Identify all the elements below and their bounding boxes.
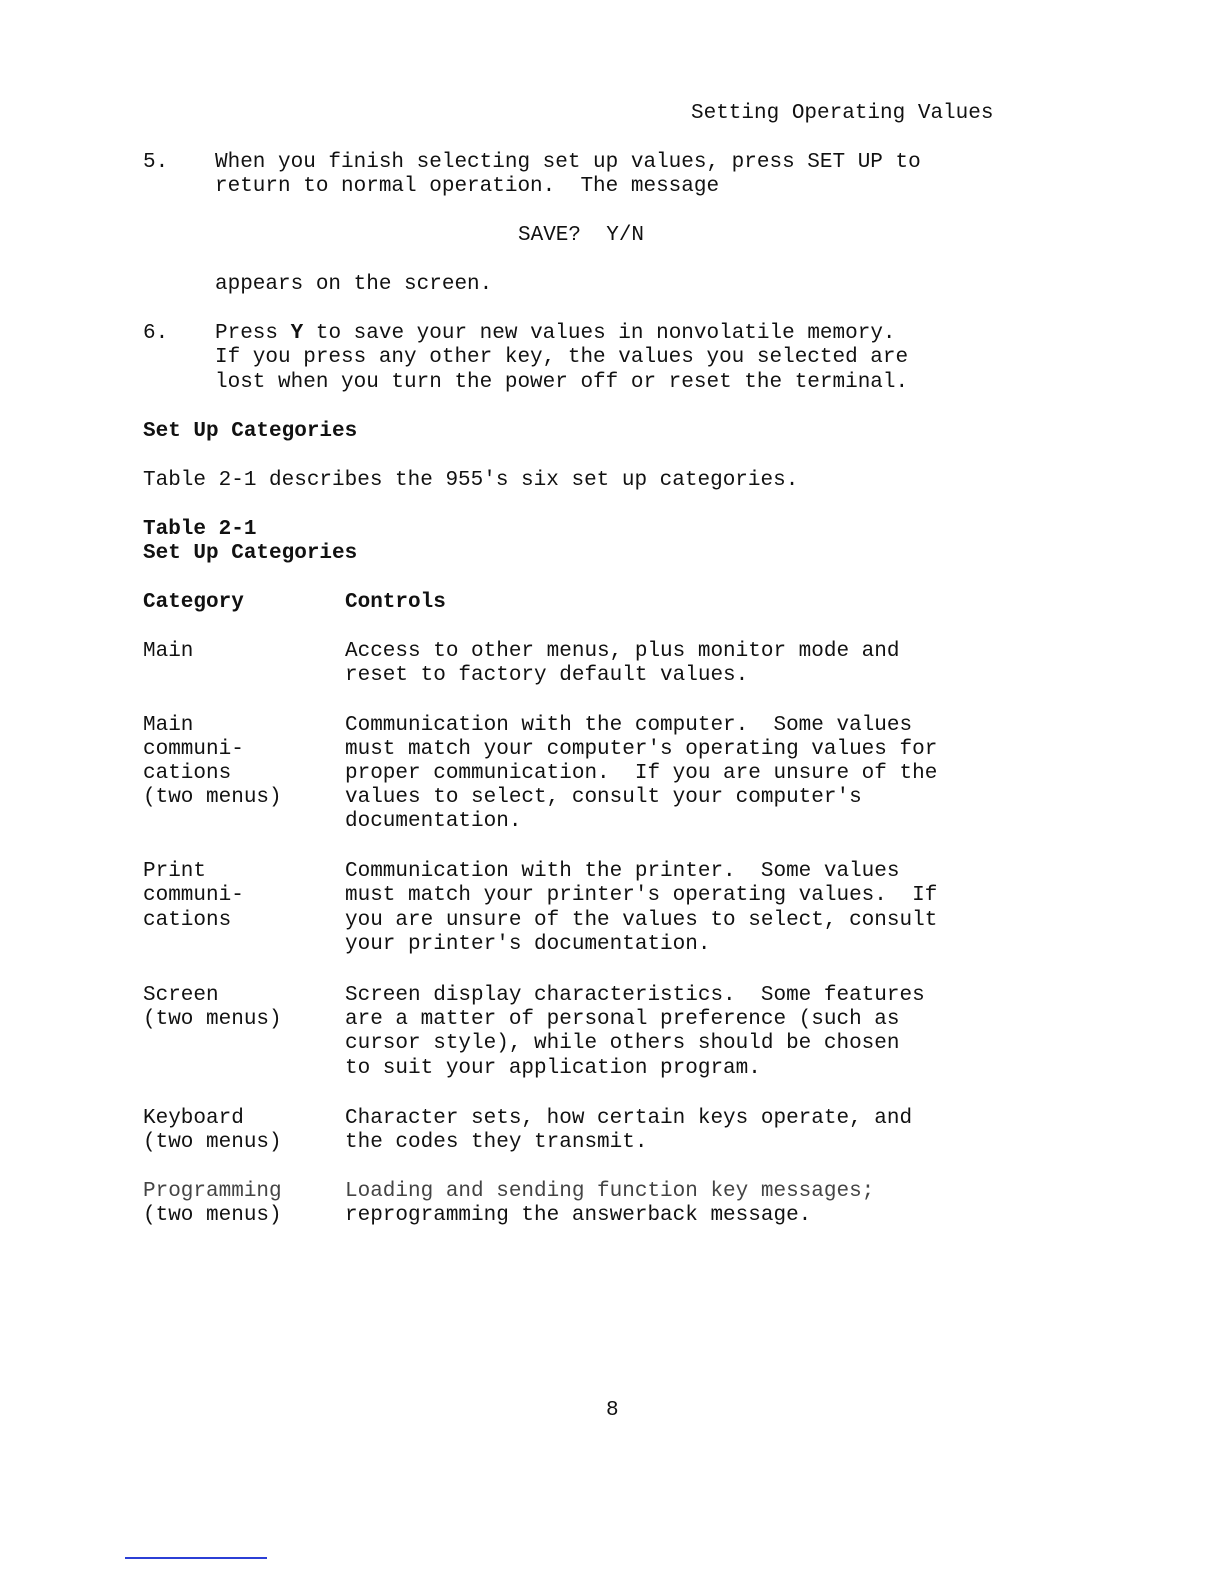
row-5-controls-line-1: Character sets, how certain keys operate, and — [345, 1107, 913, 1130]
save-prompt-message: SAVE? Y/N — [518, 224, 645, 247]
row-6-controls-line-2: reprogramming the answerback message. — [345, 1204, 812, 1227]
row-2-category-line-2: communi- — [143, 738, 244, 761]
table-title: Set Up Categories — [143, 542, 358, 565]
row-6-category-line-1: Programming — [143, 1180, 282, 1203]
step-6-key: Y — [290, 322, 304, 345]
step-5-line-2: return to normal operation. The message — [215, 175, 720, 198]
step-6-line-1-post: to save your new values in nonvolatile memory. — [303, 322, 896, 345]
row-5-category-line-1: Keyboard — [143, 1107, 244, 1130]
step-6-line-1-pre: Press — [215, 322, 291, 345]
row-3-category-line-3: cations — [143, 909, 232, 932]
row-4-controls-line-1: Screen display characteristics. Some features — [345, 984, 925, 1007]
row-4-controls-line-4: to suit your application program. — [345, 1057, 761, 1080]
row-6-controls-line-1: Loading and sending function key messages; — [345, 1180, 875, 1203]
row-2-category-line-1: Main — [143, 714, 194, 737]
row-3-controls-line-2: must match your printer's operating values. If — [345, 884, 938, 907]
table-header-category: Category — [143, 591, 244, 614]
row-3-category-line-2: communi- — [143, 884, 244, 907]
row-5-category-line-2: (two menus) — [143, 1131, 282, 1154]
row-2-category-line-4: (two menus) — [143, 786, 282, 809]
step-5-line-1: When you finish selecting set up values, press SET UP to — [215, 151, 921, 174]
row-5-controls-line-2: the codes they transmit. — [345, 1131, 648, 1154]
page-number: 8 — [606, 1399, 619, 1422]
row-4-controls-line-3: cursor style), while others should be chosen — [345, 1032, 900, 1055]
row-3-controls-line-1: Communication with the printer. Some values — [345, 860, 900, 883]
row-3-controls-line-4: your printer's documentation. — [345, 933, 711, 956]
step-6-number: 6. — [143, 322, 169, 345]
step-6-line-3: lost when you turn the power off or reset the terminal. — [215, 371, 909, 394]
row-4-controls-line-2: are a matter of personal preference (such as — [345, 1008, 900, 1031]
table-header-controls: Controls — [345, 591, 446, 614]
row-2-category-line-3: cations — [143, 762, 232, 785]
step-6-line-1 — [215, 322, 896, 346]
running-header: Setting Operating Values — [691, 102, 994, 125]
row-3-controls-line-3: you are unsure of the values to select, consult — [345, 909, 938, 932]
row-2-controls-line-4: values to select, consult your computer's — [345, 786, 862, 809]
step-5-number: 5. — [143, 151, 169, 174]
row-2-controls-line-3: proper communication. If you are unsure of the — [345, 762, 938, 785]
section-heading: Set Up Categories — [143, 420, 358, 443]
row-2-controls-line-1: Communication with the computer. Some values — [345, 714, 913, 737]
row-1-category-line-1: Main — [143, 640, 194, 663]
row-1-controls-line-1: Access to other menus, plus monitor mode and — [345, 640, 900, 663]
table-label: Table 2-1 — [143, 518, 257, 541]
row-6-category-line-2: (two menus) — [143, 1204, 282, 1227]
section-intro: Table 2-1 describes the 955's six set up categories. — [143, 469, 799, 492]
step-5-after: appears on the screen. — [215, 273, 493, 296]
row-3-category-line-1: Print — [143, 860, 207, 883]
row-2-controls-line-5: documentation. — [345, 810, 522, 833]
row-1-controls-line-2: reset to factory default values. — [345, 664, 749, 687]
step-6-line-2: If you press any other key, the values you selected are — [215, 346, 909, 369]
row-2-controls-line-2: must match your computer's operating values for — [345, 738, 938, 761]
row-4-category-line-2: (two menus) — [143, 1008, 282, 1031]
scan-edge-line — [125, 1557, 267, 1559]
row-4-category-line-1: Screen — [143, 984, 219, 1007]
